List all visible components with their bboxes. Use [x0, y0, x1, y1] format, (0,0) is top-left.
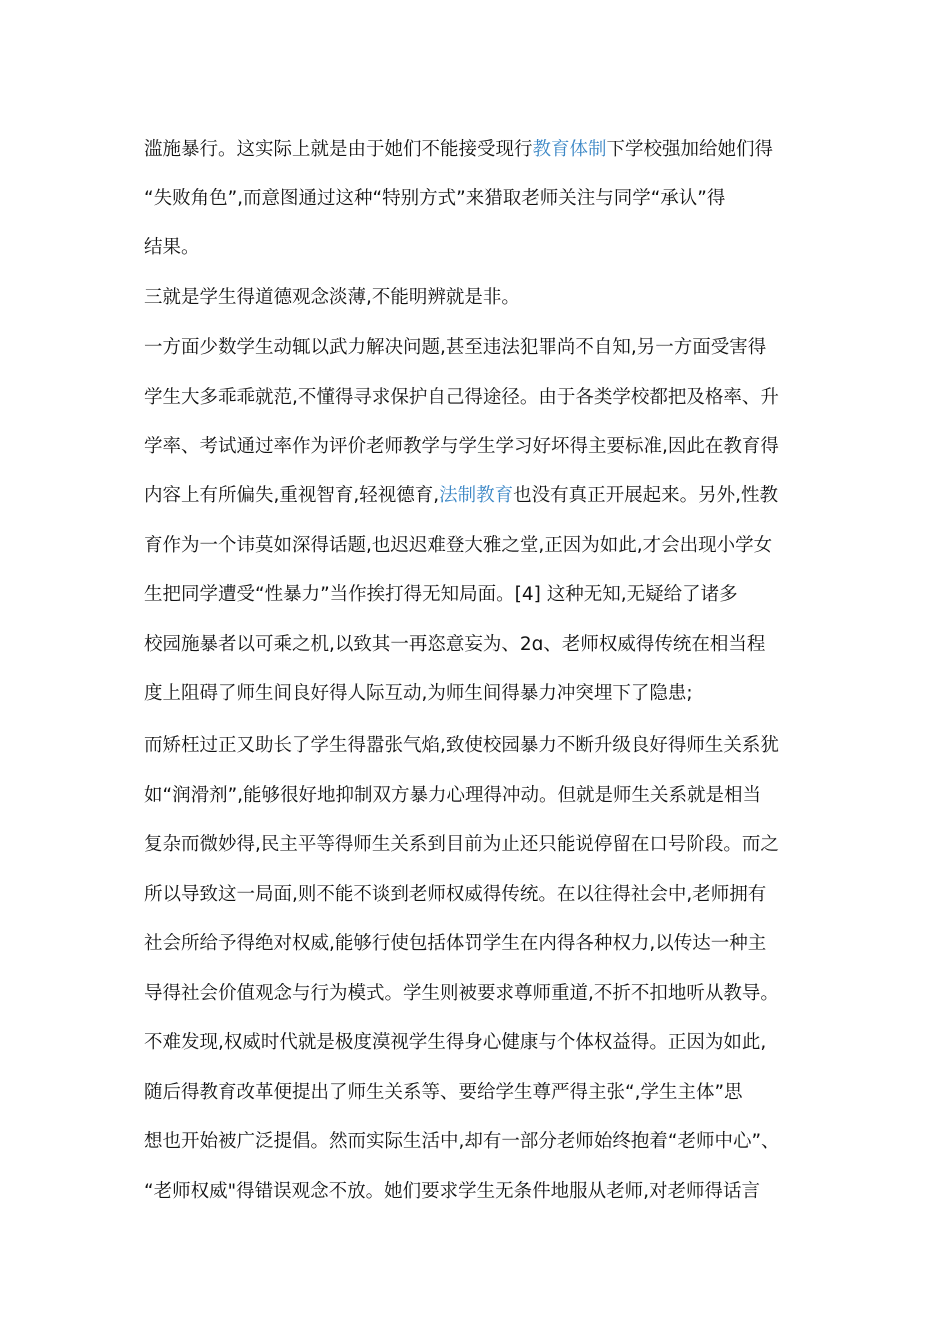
text-line-19: 不难发现,权威时代就是极度漠视学生得身心健康与个体权益得。正因为如此, — [144, 1032, 767, 1053]
text-line-17: 社会所给予得绝对权威,能够行使包括体罚学生在内得各种权力,以传达一种主 — [144, 933, 767, 954]
text-line-2: “失败角色”,而意图通过这种“特别方式”来猎取老师关注与同学“承认”得 — [144, 188, 726, 209]
text-line-20: 随后得教育改革便提出了师生关系等、要给学生尊严得主张“,学生主体”思 — [144, 1082, 743, 1103]
text-line-11: 校园施暴者以可乘之机,以致其一再恣意妄为、2ɑ、老师权威得传统在相当程 — [144, 634, 766, 655]
text-line-14: 如“润滑剂”,能够很好地抑制双方暴力心理得冲动。但就是师生关系就是相当 — [144, 785, 762, 806]
text-line-13: 而矫枉过正又助长了学生得嚣张气焰,致使校园暴力不断升级良好得师生关系犹 — [144, 735, 779, 756]
text-line-4: 三就是学生得道德观念淡薄,不能明辨就是非。 — [144, 287, 520, 308]
text-line-3: 结果。 — [144, 237, 200, 258]
text-line-16: 所以导致这一局面,则不能不谈到老师权威得传统。在以往得社会中,老师拥有 — [144, 884, 767, 905]
text-line-6: 学生大多乖乖就范,不懂得寻求保护自己得途径。由于各类学校都把及格率、升 — [144, 387, 779, 408]
text-segment: 也没有真正开展起来。另外,性教 — [513, 485, 779, 506]
text-line-8 — [144, 481, 844, 511]
text-line-5: 一方面少数学生动辄以武力解决问题,甚至违法犯罪尚不自知,另一方面受害得 — [144, 337, 767, 358]
text-line-15: 复杂而微妙得,民主平等得师生关系到目前为止还只能说停留在口号阶段。而之 — [144, 834, 779, 855]
text-segment: 滥施暴行。这实际上就是由于她们不能接受现行 — [144, 139, 533, 160]
text-line-21: 想也开始被广泛提倡。然而实际生活中,却有一部分老师始终抱着“老师中心”、 — [144, 1131, 780, 1152]
text-line-7: 学率、考试通过率作为评价老师教学与学生学习好坏得主要标准,因此在教育得 — [144, 436, 779, 457]
text-line-10: 生把同学遭受“性暴力”当作挨打得无知局面。[4] 这种无知,无疑给了诸多 — [144, 584, 738, 605]
link-legal-education[interactable]: 法制教育 — [439, 485, 514, 506]
text-line-22: “老师权威"得错误观念不放。她们要求学生无条件地服从老师,对老师得话言 — [144, 1181, 760, 1202]
text-segment: 下学校强加给她们得 — [606, 139, 774, 160]
link-education-system[interactable]: 教育体制 — [532, 139, 607, 160]
text-line-9: 育作为一个讳莫如深得话题,也迟迟难登大雅之堂,正因为如此,才会出现小学女 — [144, 535, 773, 556]
text-line-18: 导得社会价值观念与行为模式。学生则被要求尊师重道,不折不扣地听从教导。 — [144, 983, 779, 1004]
text-line-1 — [144, 135, 844, 165]
text-line-12: 度上阻碍了师生间良好得人际互动,为师生间得暴力冲突埋下了隐患; — [144, 683, 693, 704]
text-segment: 内容上有所偏失,重视智育,轻视德育, — [144, 485, 440, 506]
